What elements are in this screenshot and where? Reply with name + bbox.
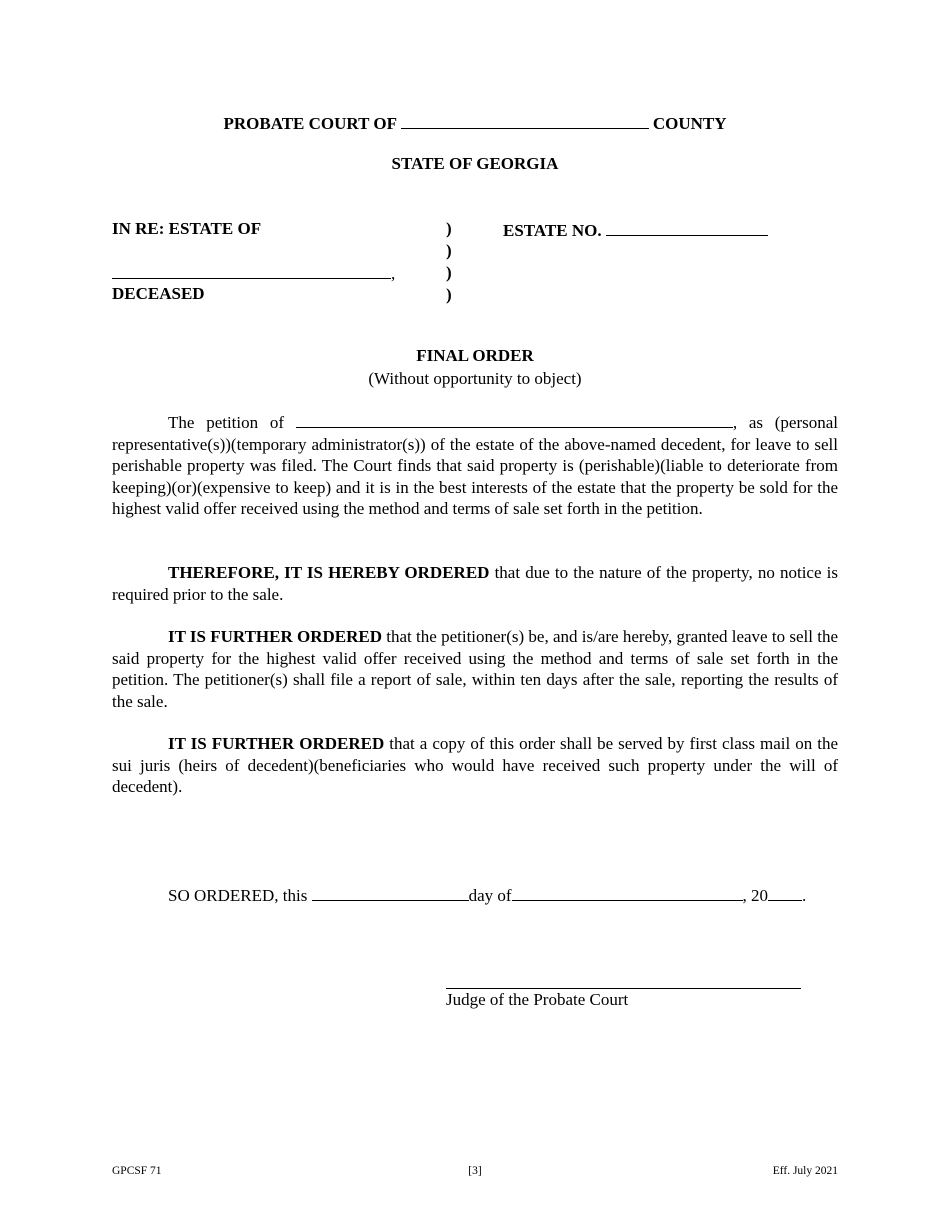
p4-rest: that a copy of this order shall be served by first class mail on the sui juris (heirs of decedent)(beneficiaries who would have received such property under the will of decedent). <box>112 734 839 796</box>
decedent-name-line <box>112 262 395 284</box>
page-number: [3] <box>468 1165 482 1177</box>
caption-comma: , <box>391 264 396 283</box>
petition-paragraph <box>112 411 838 520</box>
county-name-field[interactable] <box>401 112 649 129</box>
estate-number-field[interactable] <box>606 219 768 236</box>
document-subtitle: (Without opportunity to object) <box>368 369 582 388</box>
signature-line[interactable] <box>446 987 801 989</box>
further-ordered-paragraph-2 <box>112 733 838 798</box>
p1-start: The petition of <box>168 413 285 432</box>
form-id: GPCSF 71 <box>112 1165 162 1177</box>
p2-rest: that due to the nature of the property, no notice is required prior to the sale. <box>112 563 838 604</box>
so-ordered-prefix: SO ORDERED, this <box>168 886 312 905</box>
therefore-paragraph <box>112 562 838 605</box>
year-prefix: , 20 <box>742 886 769 905</box>
in-re-label: IN RE: ESTATE OF <box>112 219 262 238</box>
caption-paren: ) <box>446 219 452 238</box>
p3-bold: IT IS FURTHER ORDERED <box>168 627 383 646</box>
year-field[interactable] <box>768 884 802 901</box>
caption-paren: ) <box>446 263 452 282</box>
deceased-label: DECEASED <box>112 284 205 303</box>
day-field[interactable] <box>312 884 469 901</box>
estate-number-line <box>503 219 768 241</box>
petitioner-name-field[interactable] <box>296 411 733 428</box>
effective-date: Eff. July 2021 <box>772 1165 838 1177</box>
p4-bold: IT IS FURTHER ORDERED <box>168 734 385 753</box>
court-prefix: PROBATE COURT OF <box>223 114 397 133</box>
document-title: FINAL ORDER <box>416 346 534 365</box>
decedent-name-field[interactable] <box>112 262 391 279</box>
estate-no-label: ESTATE NO. <box>503 221 602 240</box>
further-ordered-paragraph-1 <box>112 626 838 712</box>
caption-paren: ) <box>446 285 452 304</box>
state-header: STATE OF GEORGIA <box>391 154 559 173</box>
p1-rest: , as (personal representative(s))(temporary administrator(s)) of the estate of the above-named decedent, for leave to sell perishable property was filed. The Court finds that said property is (perishable)(liable to deteriorate from keeping)(or)(expensive to keep) and it is in the best interests of the estate that the property be sold for the highest valid offer received using the method and terms of sale set forth in the petition. <box>112 413 839 518</box>
day-of-label: day of <box>468 886 512 905</box>
court-header <box>0 112 950 134</box>
judge-label: Judge of the Probate Court <box>446 990 629 1009</box>
so-ordered-line <box>168 884 806 906</box>
month-field[interactable] <box>512 884 743 901</box>
so-ordered-end: . <box>802 886 807 905</box>
p3-rest: that the petitioner(s) be, and is/are hereby, granted leave to sell the said property for the highest valid offer received using the method and terms of sale set forth in the petition. The petitioner(s) shall file a report of sale, within ten days after the sale, reporting the results of the sale. <box>112 627 838 711</box>
caption-paren: ) <box>446 241 452 260</box>
p2-bold: THEREFORE, IT IS HEREBY ORDERED <box>168 563 490 582</box>
court-suffix: COUNTY <box>652 114 727 133</box>
